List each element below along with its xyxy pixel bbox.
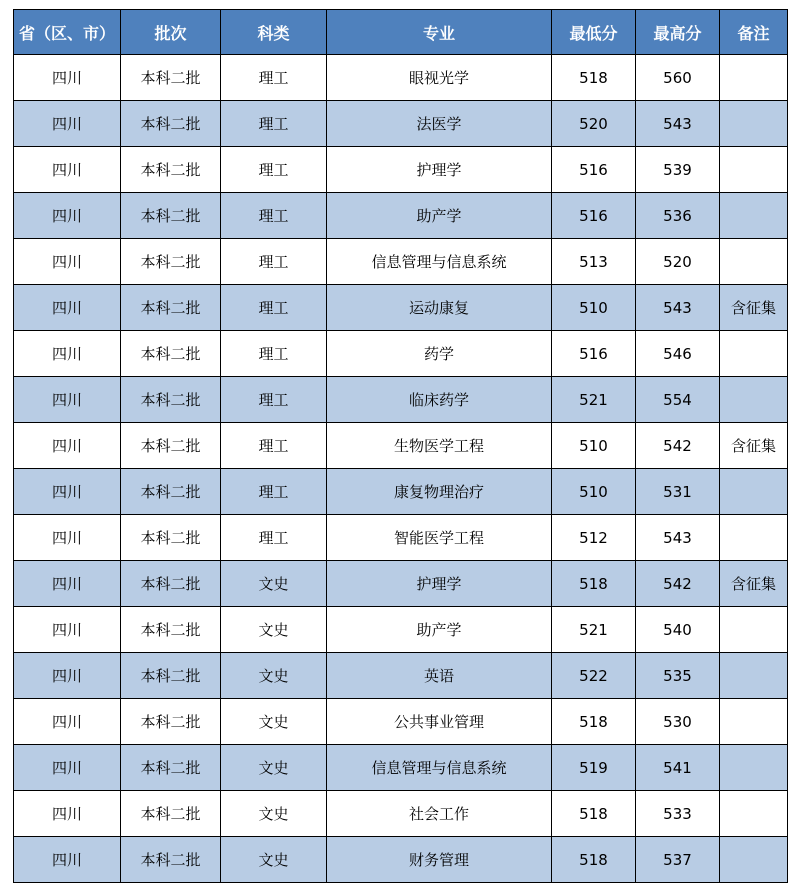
admission-scores-table [13, 9, 788, 883]
remarks-cell [720, 239, 788, 285]
batch-cell: 本科二批 [121, 55, 221, 101]
remarks-cell: 含征集 [720, 423, 788, 469]
batch-cell: 本科二批 [121, 791, 221, 837]
remarks-cell [720, 101, 788, 147]
major-cell: 康复物理治疗 [327, 469, 552, 515]
min-score-cell: 518 [552, 837, 636, 883]
category-cell: 理工 [221, 101, 327, 147]
table-row [14, 561, 788, 607]
remarks-cell [720, 55, 788, 101]
table-row [14, 607, 788, 653]
category-cell: 文史 [221, 653, 327, 699]
max-score-cell: 543 [636, 515, 720, 561]
header-min-score: 最低分 [552, 10, 636, 55]
category-cell: 理工 [221, 469, 327, 515]
table-row [14, 285, 788, 331]
min-score-cell: 518 [552, 55, 636, 101]
major-cell: 眼视光学 [327, 55, 552, 101]
province-cell: 四川 [14, 239, 121, 285]
batch-cell: 本科二批 [121, 101, 221, 147]
province-cell: 四川 [14, 653, 121, 699]
table-row [14, 331, 788, 377]
min-score-cell: 520 [552, 101, 636, 147]
max-score-cell: 535 [636, 653, 720, 699]
max-score-cell: 539 [636, 147, 720, 193]
max-score-cell: 554 [636, 377, 720, 423]
table-row [14, 55, 788, 101]
table-row [14, 147, 788, 193]
batch-cell: 本科二批 [121, 607, 221, 653]
table-row [14, 423, 788, 469]
batch-cell: 本科二批 [121, 561, 221, 607]
remarks-cell [720, 745, 788, 791]
major-cell: 智能医学工程 [327, 515, 552, 561]
table-row [14, 791, 788, 837]
remarks-cell: 含征集 [720, 285, 788, 331]
max-score-cell: 541 [636, 745, 720, 791]
category-cell: 理工 [221, 331, 327, 377]
province-cell: 四川 [14, 331, 121, 377]
batch-cell: 本科二批 [121, 515, 221, 561]
batch-cell: 本科二批 [121, 285, 221, 331]
remarks-cell [720, 653, 788, 699]
header-max-score: 最高分 [636, 10, 720, 55]
province-cell: 四川 [14, 285, 121, 331]
max-score-cell: 540 [636, 607, 720, 653]
max-score-cell: 560 [636, 55, 720, 101]
major-cell: 生物医学工程 [327, 423, 552, 469]
header-batch: 批次 [121, 10, 221, 55]
province-cell: 四川 [14, 423, 121, 469]
batch-cell: 本科二批 [121, 147, 221, 193]
table-row [14, 837, 788, 883]
category-cell: 理工 [221, 193, 327, 239]
min-score-cell: 510 [552, 423, 636, 469]
min-score-cell: 518 [552, 561, 636, 607]
province-cell: 四川 [14, 699, 121, 745]
province-cell: 四川 [14, 837, 121, 883]
category-cell: 理工 [221, 239, 327, 285]
batch-cell: 本科二批 [121, 239, 221, 285]
min-score-cell: 522 [552, 653, 636, 699]
min-score-cell: 510 [552, 285, 636, 331]
table-row [14, 745, 788, 791]
header-category: 科类 [221, 10, 327, 55]
province-cell: 四川 [14, 377, 121, 423]
remarks-cell [720, 193, 788, 239]
max-score-cell: 542 [636, 423, 720, 469]
table-body [14, 55, 788, 883]
province-cell: 四川 [14, 607, 121, 653]
table-row [14, 469, 788, 515]
min-score-cell: 521 [552, 607, 636, 653]
max-score-cell: 542 [636, 561, 720, 607]
table-row [14, 699, 788, 745]
remarks-cell [720, 791, 788, 837]
min-score-cell: 519 [552, 745, 636, 791]
batch-cell: 本科二批 [121, 469, 221, 515]
category-cell: 理工 [221, 423, 327, 469]
remarks-cell: 含征集 [720, 561, 788, 607]
remarks-cell [720, 699, 788, 745]
province-cell: 四川 [14, 101, 121, 147]
table-row [14, 653, 788, 699]
min-score-cell: 521 [552, 377, 636, 423]
major-cell: 助产学 [327, 193, 552, 239]
table-row [14, 193, 788, 239]
batch-cell: 本科二批 [121, 699, 221, 745]
major-cell: 助产学 [327, 607, 552, 653]
category-cell: 文史 [221, 745, 327, 791]
province-cell: 四川 [14, 469, 121, 515]
max-score-cell: 520 [636, 239, 720, 285]
category-cell: 理工 [221, 515, 327, 561]
remarks-cell [720, 331, 788, 377]
batch-cell: 本科二批 [121, 331, 221, 377]
category-cell: 文史 [221, 791, 327, 837]
category-cell: 理工 [221, 147, 327, 193]
table-header [14, 10, 788, 55]
major-cell: 英语 [327, 653, 552, 699]
remarks-cell [720, 837, 788, 883]
remarks-cell [720, 469, 788, 515]
remarks-cell [720, 515, 788, 561]
max-score-cell: 533 [636, 791, 720, 837]
province-cell: 四川 [14, 791, 121, 837]
major-cell: 公共事业管理 [327, 699, 552, 745]
max-score-cell: 530 [636, 699, 720, 745]
batch-cell: 本科二批 [121, 377, 221, 423]
max-score-cell: 543 [636, 285, 720, 331]
category-cell: 文史 [221, 699, 327, 745]
remarks-cell [720, 147, 788, 193]
category-cell: 文史 [221, 607, 327, 653]
category-cell: 理工 [221, 377, 327, 423]
table-row [14, 239, 788, 285]
province-cell: 四川 [14, 147, 121, 193]
table-row [14, 377, 788, 423]
category-cell: 文史 [221, 561, 327, 607]
major-cell: 护理学 [327, 561, 552, 607]
batch-cell: 本科二批 [121, 193, 221, 239]
header-remarks: 备注 [720, 10, 788, 55]
min-score-cell: 516 [552, 331, 636, 377]
category-cell: 文史 [221, 837, 327, 883]
category-cell: 理工 [221, 285, 327, 331]
max-score-cell: 543 [636, 101, 720, 147]
province-cell: 四川 [14, 745, 121, 791]
remarks-cell [720, 607, 788, 653]
min-score-cell: 518 [552, 699, 636, 745]
max-score-cell: 531 [636, 469, 720, 515]
header-row [14, 10, 788, 55]
batch-cell: 本科二批 [121, 745, 221, 791]
header-major: 专业 [327, 10, 552, 55]
major-cell: 社会工作 [327, 791, 552, 837]
max-score-cell: 537 [636, 837, 720, 883]
min-score-cell: 513 [552, 239, 636, 285]
province-cell: 四川 [14, 515, 121, 561]
min-score-cell: 516 [552, 193, 636, 239]
batch-cell: 本科二批 [121, 653, 221, 699]
category-cell: 理工 [221, 55, 327, 101]
batch-cell: 本科二批 [121, 423, 221, 469]
major-cell: 信息管理与信息系统 [327, 239, 552, 285]
remarks-cell [720, 377, 788, 423]
province-cell: 四川 [14, 55, 121, 101]
min-score-cell: 512 [552, 515, 636, 561]
province-cell: 四川 [14, 193, 121, 239]
major-cell: 药学 [327, 331, 552, 377]
major-cell: 信息管理与信息系统 [327, 745, 552, 791]
header-province: 省（区、市） [14, 10, 121, 55]
table-row [14, 101, 788, 147]
major-cell: 运动康复 [327, 285, 552, 331]
batch-cell: 本科二批 [121, 837, 221, 883]
min-score-cell: 510 [552, 469, 636, 515]
major-cell: 法医学 [327, 101, 552, 147]
major-cell: 护理学 [327, 147, 552, 193]
table-row [14, 515, 788, 561]
major-cell: 临床药学 [327, 377, 552, 423]
province-cell: 四川 [14, 561, 121, 607]
min-score-cell: 516 [552, 147, 636, 193]
major-cell: 财务管理 [327, 837, 552, 883]
min-score-cell: 518 [552, 791, 636, 837]
max-score-cell: 536 [636, 193, 720, 239]
max-score-cell: 546 [636, 331, 720, 377]
